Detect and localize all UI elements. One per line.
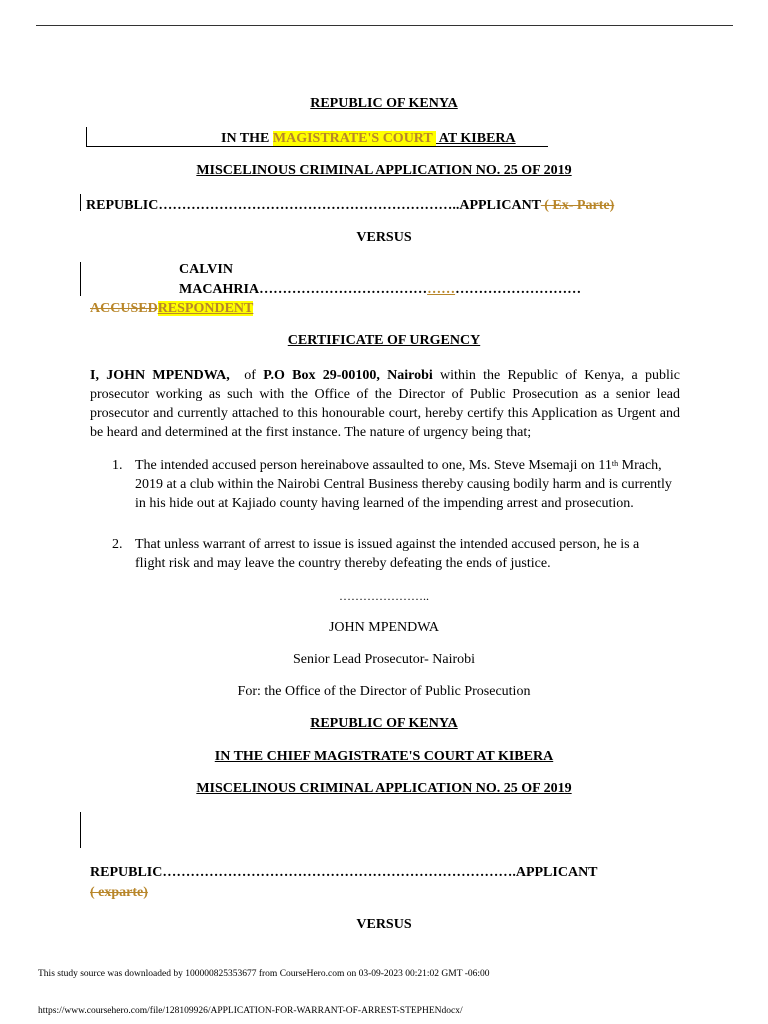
court-highlight: MAGISTRATE'S COURT [272, 131, 437, 146]
application-number: MISCELINOUS CRIMINAL APPLICATION NO. 25 OF 2019 [196, 163, 572, 178]
revision-bar [80, 262, 81, 296]
versus-label: VERSUS [356, 230, 412, 245]
heading-republic-of-kenya-2: REPUBLIC OF KENYA [310, 716, 458, 731]
list-number: 2. [112, 537, 123, 552]
list-item [112, 535, 672, 573]
header-rule [36, 25, 733, 26]
court-at: AT KIBERA [436, 131, 516, 146]
accused-first-name: CALVIN [179, 262, 233, 277]
republic-applicant-line [86, 198, 614, 214]
list-text [135, 456, 672, 513]
superscript: th [611, 459, 619, 468]
court-heading [221, 131, 516, 147]
accused-dots: ……………………… [455, 282, 582, 297]
accused-deleted: ACCUSED [90, 301, 158, 316]
certificate-title: CERTIFICATE OF URGENCY [287, 333, 481, 348]
source-url[interactable]: https://www.coursehero.com/file/128109926/APPLICATION-FOR-WARRANT-OF-ARREST-STEPHENdocx/ [38, 1006, 463, 1016]
accused-role-line [90, 301, 253, 317]
download-notice: This study source was downloaded by 100000825353677 from CourseHero.com on 03-09-2023 00:21:02 GMT -06:00 [38, 969, 490, 979]
intro-name: I, JOHN MPENDWA, [90, 368, 230, 383]
list-number: 1. [112, 458, 123, 473]
exparte-deleted-2: ( exparte) [90, 885, 148, 900]
republic-applicant: REPUBLIC………………………………………………………..APPLICANT [86, 198, 541, 213]
intro-address: P.O Box 29-00100, Nairobi [263, 368, 433, 383]
application-number-2: MISCELINOUS CRIMINAL APPLICATION NO. 25 OF 2019 [196, 781, 572, 796]
versus-label-2: VERSUS [356, 917, 412, 932]
respondent-inserted: RESPONDENT [157, 301, 254, 316]
list-item [112, 456, 672, 513]
list-text [135, 535, 672, 573]
accused-surname-line [179, 282, 581, 298]
ex-parte-deleted: ( Ex- Parte) [540, 198, 615, 213]
accused-dots-inserted: …… [427, 282, 456, 297]
intro-body: within the Republic of Kenya, a public prosecutor working as such with the Office of the Director of Public Prosecution as a senior lead prosecutor and currently attached to this honourable court, hereby certify this Application as Urgent and be heard and determined at the first instance. The nature of urgency being that; [90, 368, 680, 440]
list-text-part: That unless warrant of arrest to issue is issued against the intended accused person, he is a flight risk and may leave the country thereby defeating the ends of justice. [135, 537, 640, 571]
revision-bar [80, 812, 81, 848]
court-heading-2: IN THE CHIEF MAGISTRATE'S COURT AT KIBERA [214, 749, 554, 764]
intro-of: of [229, 368, 264, 383]
accused-surname: MACAHRIA……………………………… [179, 282, 428, 297]
intro-paragraph [90, 366, 680, 442]
republic-applicant-line-2: REPUBLIC………………………………………………………………….APPLICANT [90, 865, 598, 880]
signature-title: Senior Lead Prosecutor- Nairobi [292, 652, 476, 667]
revision-bar [80, 194, 81, 211]
revision-bar [86, 127, 87, 146]
signature-office: For: the Office of the Director of Public Prosecution [237, 684, 531, 699]
list-text-part: Mrach, 2019 at a club within the Nairobi Central Business thereby causing bodily harm and is currently in his hide out at Kajiado county having learned of the impending arrest and prosecution. [135, 458, 672, 511]
signature-dots: ………………….. [339, 589, 429, 603]
signature-name: JOHN MPENDWA [328, 620, 440, 635]
list-text-part: The intended accused person hereinabove assaulted to one, Ms. Steve Msemaji on 11 [135, 458, 612, 473]
court-in-the: IN THE [221, 131, 273, 146]
heading-republic-of-kenya: REPUBLIC OF KENYA [310, 96, 458, 111]
